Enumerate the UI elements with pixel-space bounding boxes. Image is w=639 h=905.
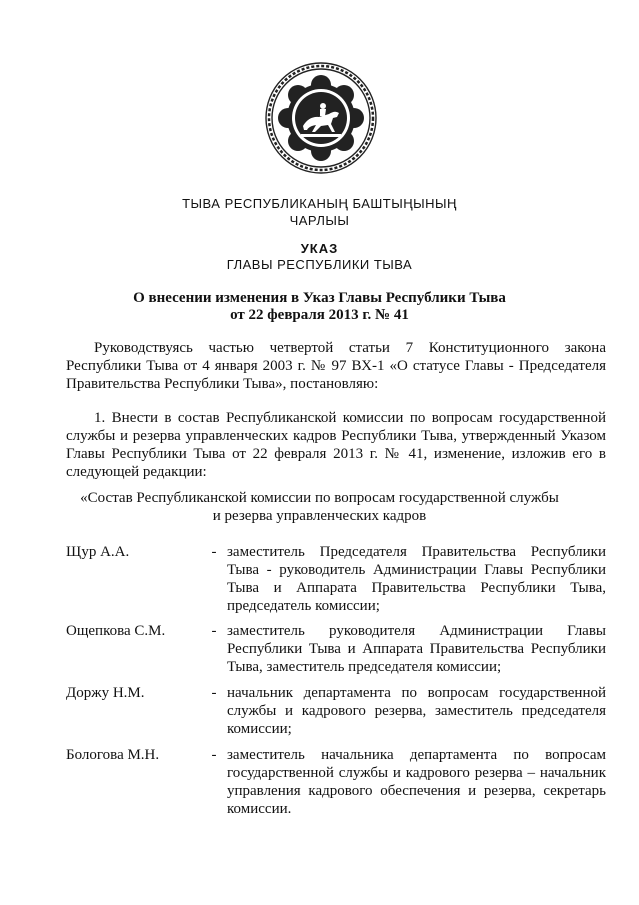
clause-1-paragraph <box>66 409 606 481</box>
member-dash: - <box>211 623 217 639</box>
member-name: Бологова М.Н. <box>66 747 160 763</box>
composition-title-line-1: «Состав Республиканской комиссии по вопросам государственной службы <box>80 490 559 506</box>
composition-title-line-2: и резерва управленческих кадров <box>212 508 427 524</box>
document-title-line-2: от 22 февраля 2013 г. № 41 <box>230 307 409 323</box>
decree-issuer: ГЛАВЫ РЕСПУБЛИКИ ТЫВА <box>226 257 413 272</box>
member-name: Ощепкова С.М. <box>66 623 166 639</box>
preamble-text: Руководствуясь частью четвертой статьи 7 Конституционного закона Республики Тыва от 4 января 2003 г. № 97 ВХ-1 «О статусе Главы - Председателя Правительства Республики Тыва», постановляю: <box>66 340 606 392</box>
member-name: Щур А.А. <box>66 544 130 560</box>
member-name: Доржу Н.М. <box>66 685 145 701</box>
member-dash: - <box>211 685 217 701</box>
header-line-2: ЧАРЛЫЫ <box>289 213 350 228</box>
member-role: заместитель начальника департамента по вопросам государственной службы и кадрового резерва – начальник управления кадрового обеспечения и резерва, секретарь комиссии. <box>227 747 606 817</box>
tuva-coat-of-arms-icon <box>263 60 379 176</box>
member-role: начальник департамента по вопросам государственной службы и кадрового резерва, заместитель председателя комиссии; <box>227 685 606 737</box>
member-role: заместитель Председателя Правительства Республики Тыва - руководитель Администрации Главы Республики Тыва и Аппарата Правительства Республики Тыва, председатель комиссии; <box>227 544 606 614</box>
document-title-line-1: О внесении изменения в Указ Главы Республики Тыва <box>133 290 506 306</box>
member-role: заместитель руководителя Администрации Главы Республики Тыва и Аппарата Правительства Республики Тыва, заместитель председателя комиссии; <box>227 623 606 675</box>
member-dash: - <box>211 544 217 560</box>
header-line-1: ТЫВА РЕСПУБЛИКАНЫҢ БАШТЫҢЫНЫҢ <box>182 196 457 211</box>
clause-1-text: 1. Внести в состав Республиканской комиссии по вопросам государственной службы и резерва управленческих кадров Республики Тыва, утвержденный Указом Главы Республики Тыва от 22 февраля 2013 г. № 41, изменение, изложив его в следующей редакции: <box>66 410 606 480</box>
decree-heading: УКАЗ <box>300 241 339 256</box>
member-dash: - <box>211 747 217 763</box>
preamble-paragraph <box>66 339 606 393</box>
